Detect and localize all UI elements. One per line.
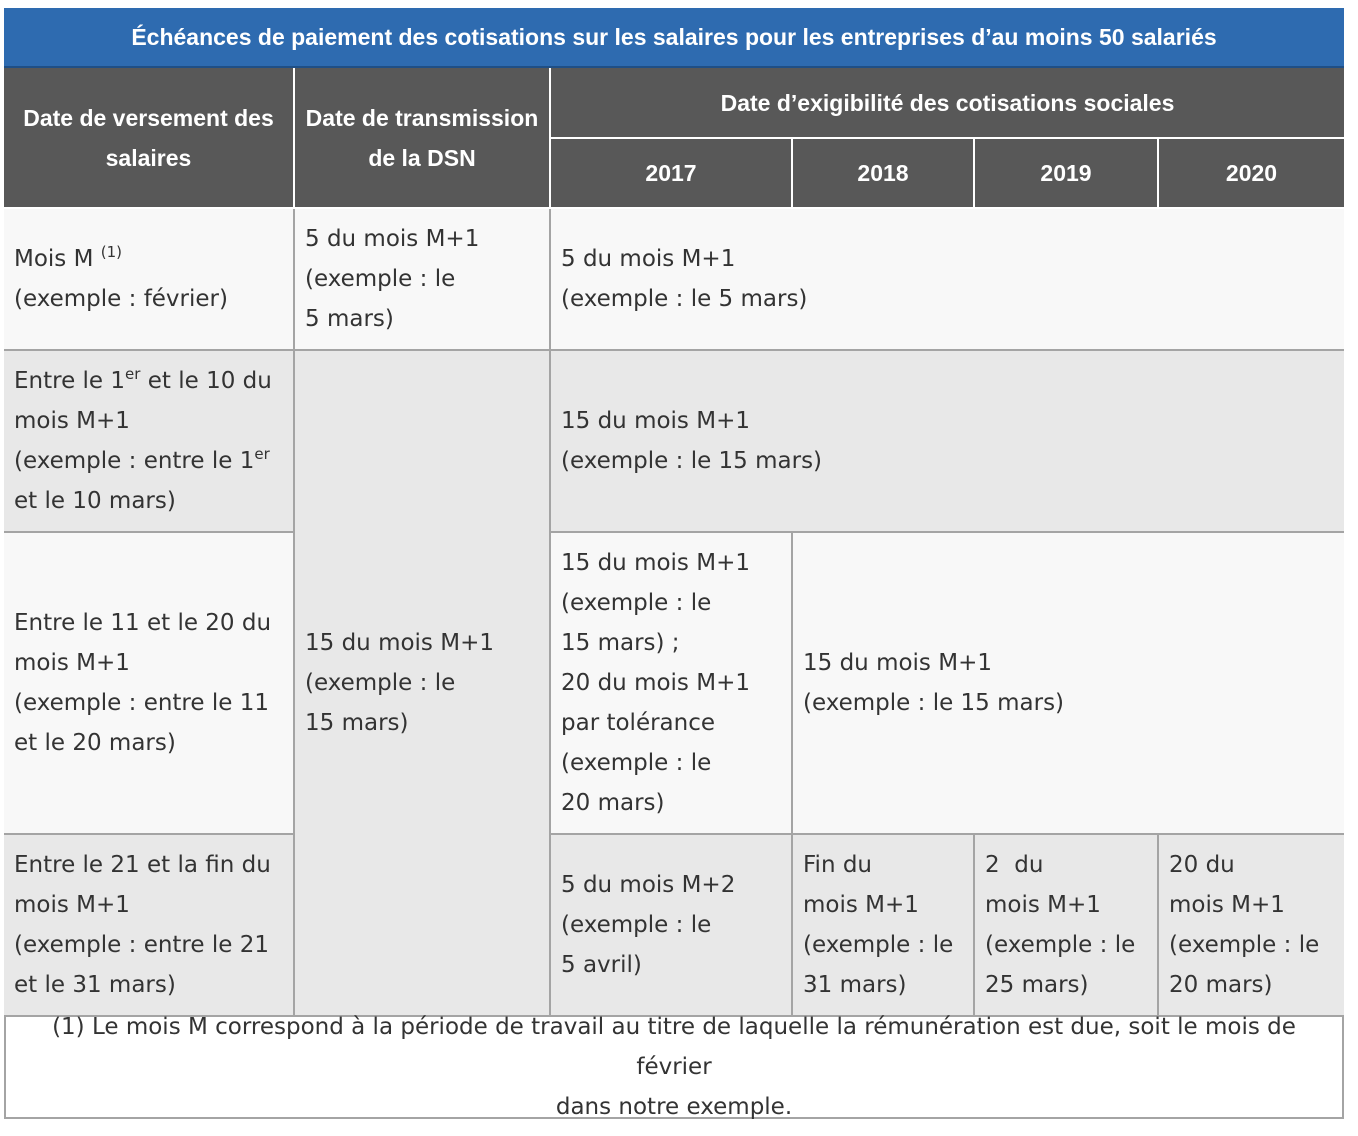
exigibilite-line: (exemple : le [561, 912, 712, 938]
footnote-line: dans notre exemple. [555, 1094, 793, 1120]
versement-text: Entre le 11 et le 20 du [14, 610, 272, 636]
versement-text: et le 31 mars) [14, 972, 176, 998]
exigibilite-line: (exemple : le 5 mars) [561, 286, 808, 312]
exigibilite-line: 31 mars) [803, 972, 907, 998]
cell-dsn-mois-m [294, 208, 550, 350]
cell-2018-2020-11-20 [792, 532, 1344, 834]
versement-text: mois M+1 [14, 892, 130, 918]
header-year-2017: 2017 [550, 138, 792, 208]
versement-text: Entre le 21 et la fin du [14, 852, 271, 878]
header-year-2019: 2019 [974, 138, 1158, 208]
header-dsn: Date de transmission de la DSN [294, 68, 550, 208]
dsn-line: (exemple : le [305, 670, 456, 696]
cell-exigibilite-mois-m [550, 208, 1344, 350]
exigibilite-line: 5 avril) [561, 952, 642, 978]
table-row [4, 532, 1344, 834]
versement-text: Entre le 1 [14, 368, 126, 394]
footnote [4, 1014, 1344, 1120]
cell-2017-21-fin [550, 834, 792, 1016]
cell-versement-1-10 [4, 350, 294, 532]
dsn-line: (exemple : le [305, 266, 456, 292]
cell-exigibilite-1-10 [550, 350, 1344, 532]
cell-versement-11-20 [4, 532, 294, 834]
exigibilite-line: mois M+1 [803, 892, 919, 918]
versement-text: et le 10 mars) [14, 488, 176, 514]
exigibilite-line: (exemple : le [803, 932, 954, 958]
superscript: er [254, 445, 270, 463]
versement-text: et le 20 mars) [14, 730, 176, 756]
dsn-line: 15 mars) [305, 710, 409, 736]
cell-versement-21-fin [4, 834, 294, 1016]
exigibilite-line: 15 mars) ; [561, 630, 680, 656]
header-year-2018: 2018 [792, 138, 974, 208]
exigibilite-line: 20 du mois M+1 [561, 670, 750, 696]
table-row [4, 834, 1344, 1016]
table-row [4, 350, 1344, 532]
versement-text: mois M+1 [14, 408, 130, 434]
exigibilite-line: 15 du mois M+1 [561, 408, 750, 434]
payment-schedule-table [4, 68, 1344, 1017]
cell-versement-mois-m [4, 208, 294, 350]
table-row [4, 208, 1344, 350]
versement-text: (exemple : entre le 1 [14, 448, 255, 474]
dsn-line: 5 mars) [305, 306, 394, 332]
exigibilite-line: mois M+1 [985, 892, 1101, 918]
cell-dsn-shared [294, 350, 550, 1016]
table-title: Échéances de paiement des cotisations sur les salaires pour les entreprises d’au moins 50 salariés [4, 8, 1344, 68]
header-exigibilite: Date d’exigibilité des cotisations sociales [550, 68, 1344, 138]
superscript: er [125, 365, 141, 383]
dsn-line: 5 du mois M+1 [305, 226, 480, 252]
exigibilite-line: 5 du mois M+2 [561, 872, 736, 898]
exigibilite-line: 20 du [1169, 852, 1235, 878]
exigibilite-line: (exemple : le [985, 932, 1136, 958]
exigibilite-line: 5 du mois M+1 [561, 246, 736, 272]
versement-text: (exemple : entre le 11 [14, 690, 269, 716]
exigibilite-line: mois M+1 [1169, 892, 1285, 918]
header-year-2020: 2020 [1158, 138, 1344, 208]
exigibilite-line: 20 mars) [561, 790, 665, 816]
exigibilite-line: (exemple : le [561, 590, 712, 616]
exigibilite-line: par tolérance [561, 710, 716, 736]
exigibilite-line: 20 mars) [1169, 972, 1273, 998]
footnote-ref: (1) [100, 243, 123, 261]
versement-label: Mois M [14, 246, 94, 272]
cell-2019-21-fin [974, 834, 1158, 1016]
exigibilite-line: (exemple : le [561, 750, 712, 776]
versement-text: (exemple : entre le 21 [14, 932, 269, 958]
cell-2017-11-20 [550, 532, 792, 834]
exigibilite-line: 15 du mois M+1 [803, 650, 992, 676]
versement-example: (exemple : février) [14, 286, 228, 312]
dsn-line: 15 du mois M+1 [305, 630, 494, 656]
exigibilite-line: (exemple : le 15 mars) [803, 690, 1065, 716]
exigibilite-line: (exemple : le 15 mars) [561, 448, 823, 474]
cell-2020-21-fin [1158, 834, 1344, 1016]
exigibilite-line: Fin du [803, 852, 873, 878]
schedule-table-container [4, 8, 1344, 1119]
exigibilite-line: (exemple : le [1169, 932, 1320, 958]
header-versement: Date de versement des salaires [4, 68, 294, 208]
versement-text: et le 10 du [140, 368, 272, 394]
footnote-line: (1) Le mois M correspond à la période de travail au titre de laquelle la rémunération est due, soit le mois de février [52, 1014, 1296, 1080]
exigibilite-line: 25 mars) [985, 972, 1089, 998]
cell-2018-21-fin [792, 834, 974, 1016]
versement-text: mois M+1 [14, 650, 130, 676]
exigibilite-line: 2 du [985, 852, 1044, 878]
exigibilite-line: 15 du mois M+1 [561, 550, 750, 576]
